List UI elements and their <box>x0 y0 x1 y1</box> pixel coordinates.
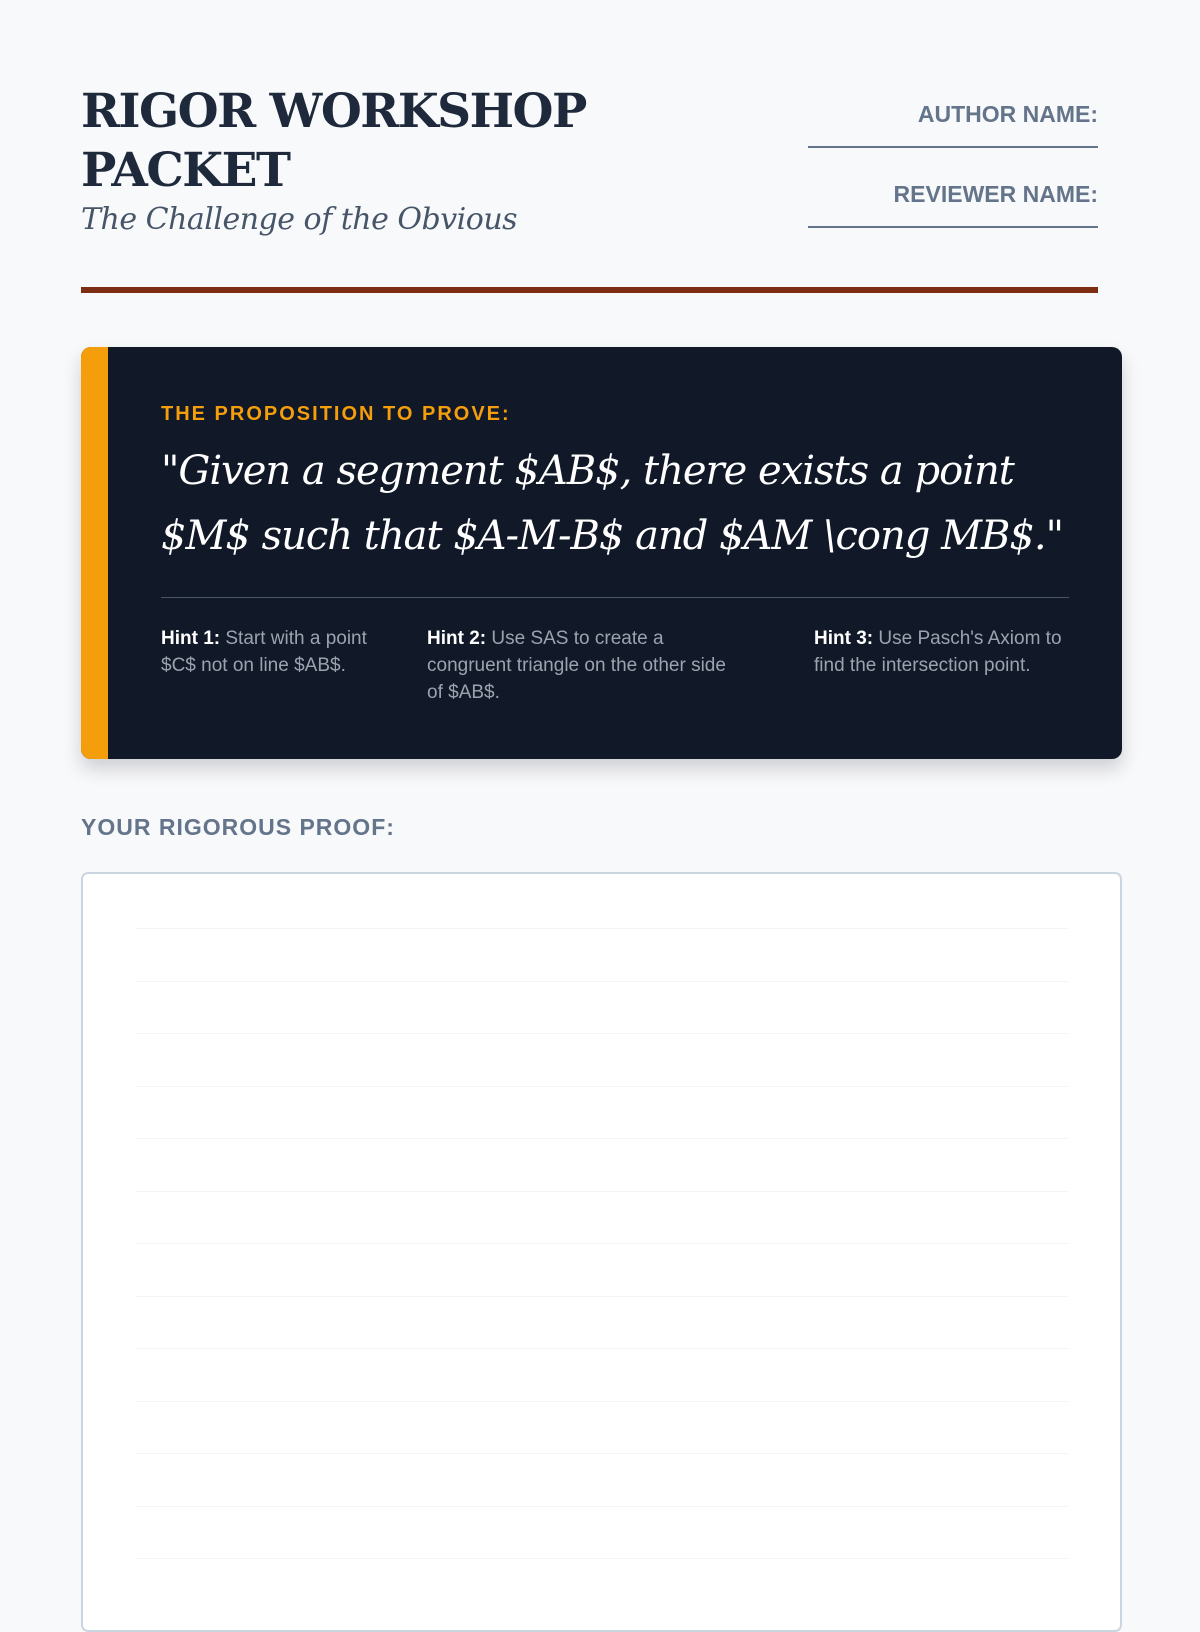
author-name-field[interactable] <box>808 146 1098 148</box>
proof-ruled-line <box>135 1506 1068 1507</box>
proof-ruled-line <box>135 1348 1068 1349</box>
proof-ruled-line <box>135 928 1068 929</box>
author-name-label: AUTHOR NAME: <box>917 101 1098 127</box>
card-divider <box>161 597 1069 598</box>
hint-1-label: Hint 1: <box>161 628 221 649</box>
proof-ruled-line <box>135 1086 1068 1087</box>
proof-ruled-line <box>135 981 1068 982</box>
hint-2 <box>427 625 747 706</box>
hint-1 <box>161 625 391 679</box>
proof-ruled-line <box>135 1191 1068 1192</box>
card-accent-bar <box>81 347 108 759</box>
hint-1-text: Start with a point $C$ not on line $AB$. <box>161 628 367 676</box>
proof-writing-area[interactable] <box>81 872 1122 1632</box>
packet-title: RIGOR WORKSHOP PACKET <box>81 84 586 198</box>
proof-ruled-line <box>135 1453 1068 1454</box>
hint-2-text: Use SAS to create a congruent triangle on the other side of $AB$. <box>427 628 726 703</box>
header-divider <box>81 287 1098 293</box>
hint-3-text: Use Pasch's Axiom to find the intersection point. <box>814 628 1062 676</box>
packet-header <box>81 0 1098 295</box>
reviewer-name-field[interactable] <box>808 226 1098 228</box>
proof-ruled-line <box>135 1138 1068 1139</box>
reviewer-name-label: REVIEWER NAME: <box>893 181 1098 207</box>
proof-ruled-line <box>135 1558 1068 1559</box>
hints-row <box>161 625 1069 715</box>
proof-ruled-line <box>135 1033 1068 1034</box>
hint-3-label: Hint 3: <box>814 628 874 649</box>
hint-3 <box>814 625 1074 679</box>
proposition-statement: "Given a segment $AB$, there exists a point $M$ such that $A-M-B$ and $AM \cong MB$." <box>161 448 1063 559</box>
proposition-heading: THE PROPOSITION TO PROVE: <box>161 403 511 425</box>
proof-section-label: YOUR RIGOROUS PROOF: <box>81 814 395 840</box>
proposition-card <box>81 347 1122 759</box>
proof-ruled-line <box>135 1401 1068 1402</box>
name-fields <box>808 100 1098 260</box>
proof-ruled-line <box>135 1243 1068 1244</box>
packet-subtitle: The Challenge of the Obvious <box>81 202 518 237</box>
hint-2-label: Hint 2: <box>427 628 487 649</box>
proposition-content <box>161 347 1069 759</box>
proof-ruled-line <box>135 1296 1068 1297</box>
